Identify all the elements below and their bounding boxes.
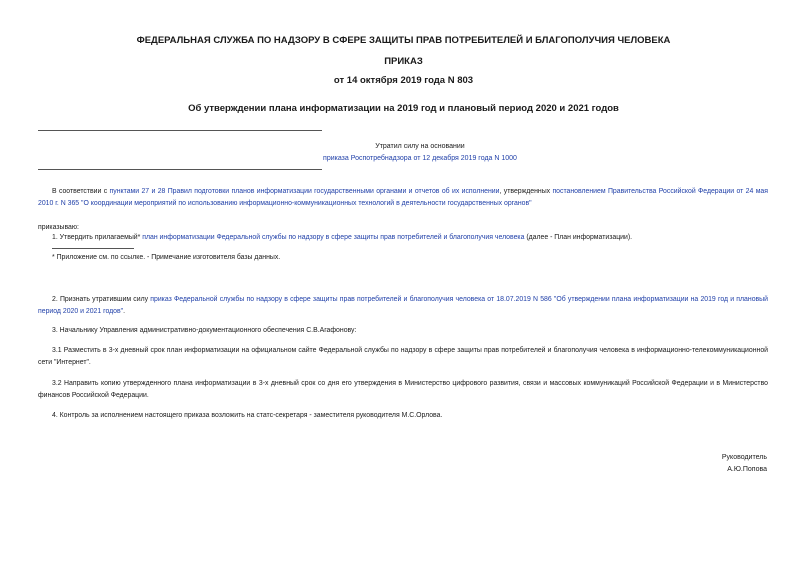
preamble-text-1: В соответствии с (52, 188, 110, 195)
plan-link[interactable]: план информатизации Федеральной службы по надзору в сфере защиты прав потребителей и благополучия человека (142, 234, 525, 241)
doc-type: ПРИКАЗ (384, 56, 423, 67)
item-1-text-a: 1. Утвердить прилагаемый* (52, 234, 143, 241)
item-4: 4. Контроль за исполнением настоящего приказа возложить на статс-секретаря - заместителя руководителя М.С.Орлова. (52, 412, 443, 419)
signature-block (722, 452, 767, 476)
bottom-rule (38, 169, 322, 170)
lost-force-link[interactable]: приказа Роспотребнадзора от 12 декабря 2019 года N 1000 (323, 155, 517, 162)
revoked-order-link[interactable]: приказ Федеральной службы по надзору в сфере защиты прав потребителей и благополучия человека от 18.07.2019 N 586 "Об утверждении плана информатизации на 2019 год и плановый период 2020 и 2021 годов" (38, 296, 768, 315)
signature-name: А.Ю.Попова (727, 466, 767, 473)
item-3-1: 3.1 Разместить в 3-х дневный срок план информатизации на официальном сайте Федеральной службы по надзору в сфере защиты прав потребителей и благополучия человека в информационно-телекоммуникационной сети "Интернет". (38, 347, 768, 366)
item-2 (38, 294, 768, 318)
item-1 (52, 232, 768, 244)
lost-force-label: Утратил силу на основании (375, 143, 465, 150)
signature-position: Руководитель (721, 454, 767, 461)
item-3-2: 3.2 Направить копию утвержденного плана информатизации в 3-х дневный срок со дня его утверждения в Министерство цифрового развития, связи и массовых коммуникаций Российской Федерации и в Министерство финансов Российской Федерации. (38, 380, 768, 399)
item-2-text-a: 2. Признать утратившим силу (52, 296, 151, 303)
doc-title: Об утверждении плана информатизации на 2019 год и плановый период 2020 и 2021 годов (188, 103, 619, 114)
footnote: * Приложение см. по ссылке. - Примечание изготовителя базы данных. (52, 254, 281, 261)
rules-link[interactable]: пунктами 27 и 28 Правил подготовки планов информатизации государственными органами и отчетов об их исполнении (109, 188, 500, 195)
order-word: приказываю: (38, 224, 79, 231)
government-decree-link[interactable]: постановлением Правительства Российской Федерации от 24 мая 2010 г. N 365 "О координации мероприятий по использованию информационно-коммуникационных технологий в деятельности государственных органов" (38, 188, 768, 207)
agency-name: ФЕДЕРАЛЬНАЯ СЛУЖБА ПО НАДЗОРУ В СФЕРЕ ЗАЩИТЫ ПРАВ ПОТРЕБИТЕЛЕЙ И БЛАГОПОЛУЧИЯ ЧЕЛОВЕКА (136, 35, 671, 46)
item-1-text-b: (далее - План информатизации). (524, 234, 633, 241)
footnote-rule (52, 248, 134, 249)
item-2-text-b: . (123, 308, 126, 315)
top-rule (38, 130, 322, 131)
lost-force-note (280, 141, 560, 165)
preamble-text-2: , утвержденных (499, 188, 553, 195)
preamble-paragraph (38, 186, 768, 210)
item-3: 3. Начальнику Управления административно-документационного обеспечения С.В.Агафонову: (52, 327, 357, 334)
doc-date-number: от 14 октября 2019 года N 803 (333, 75, 474, 86)
